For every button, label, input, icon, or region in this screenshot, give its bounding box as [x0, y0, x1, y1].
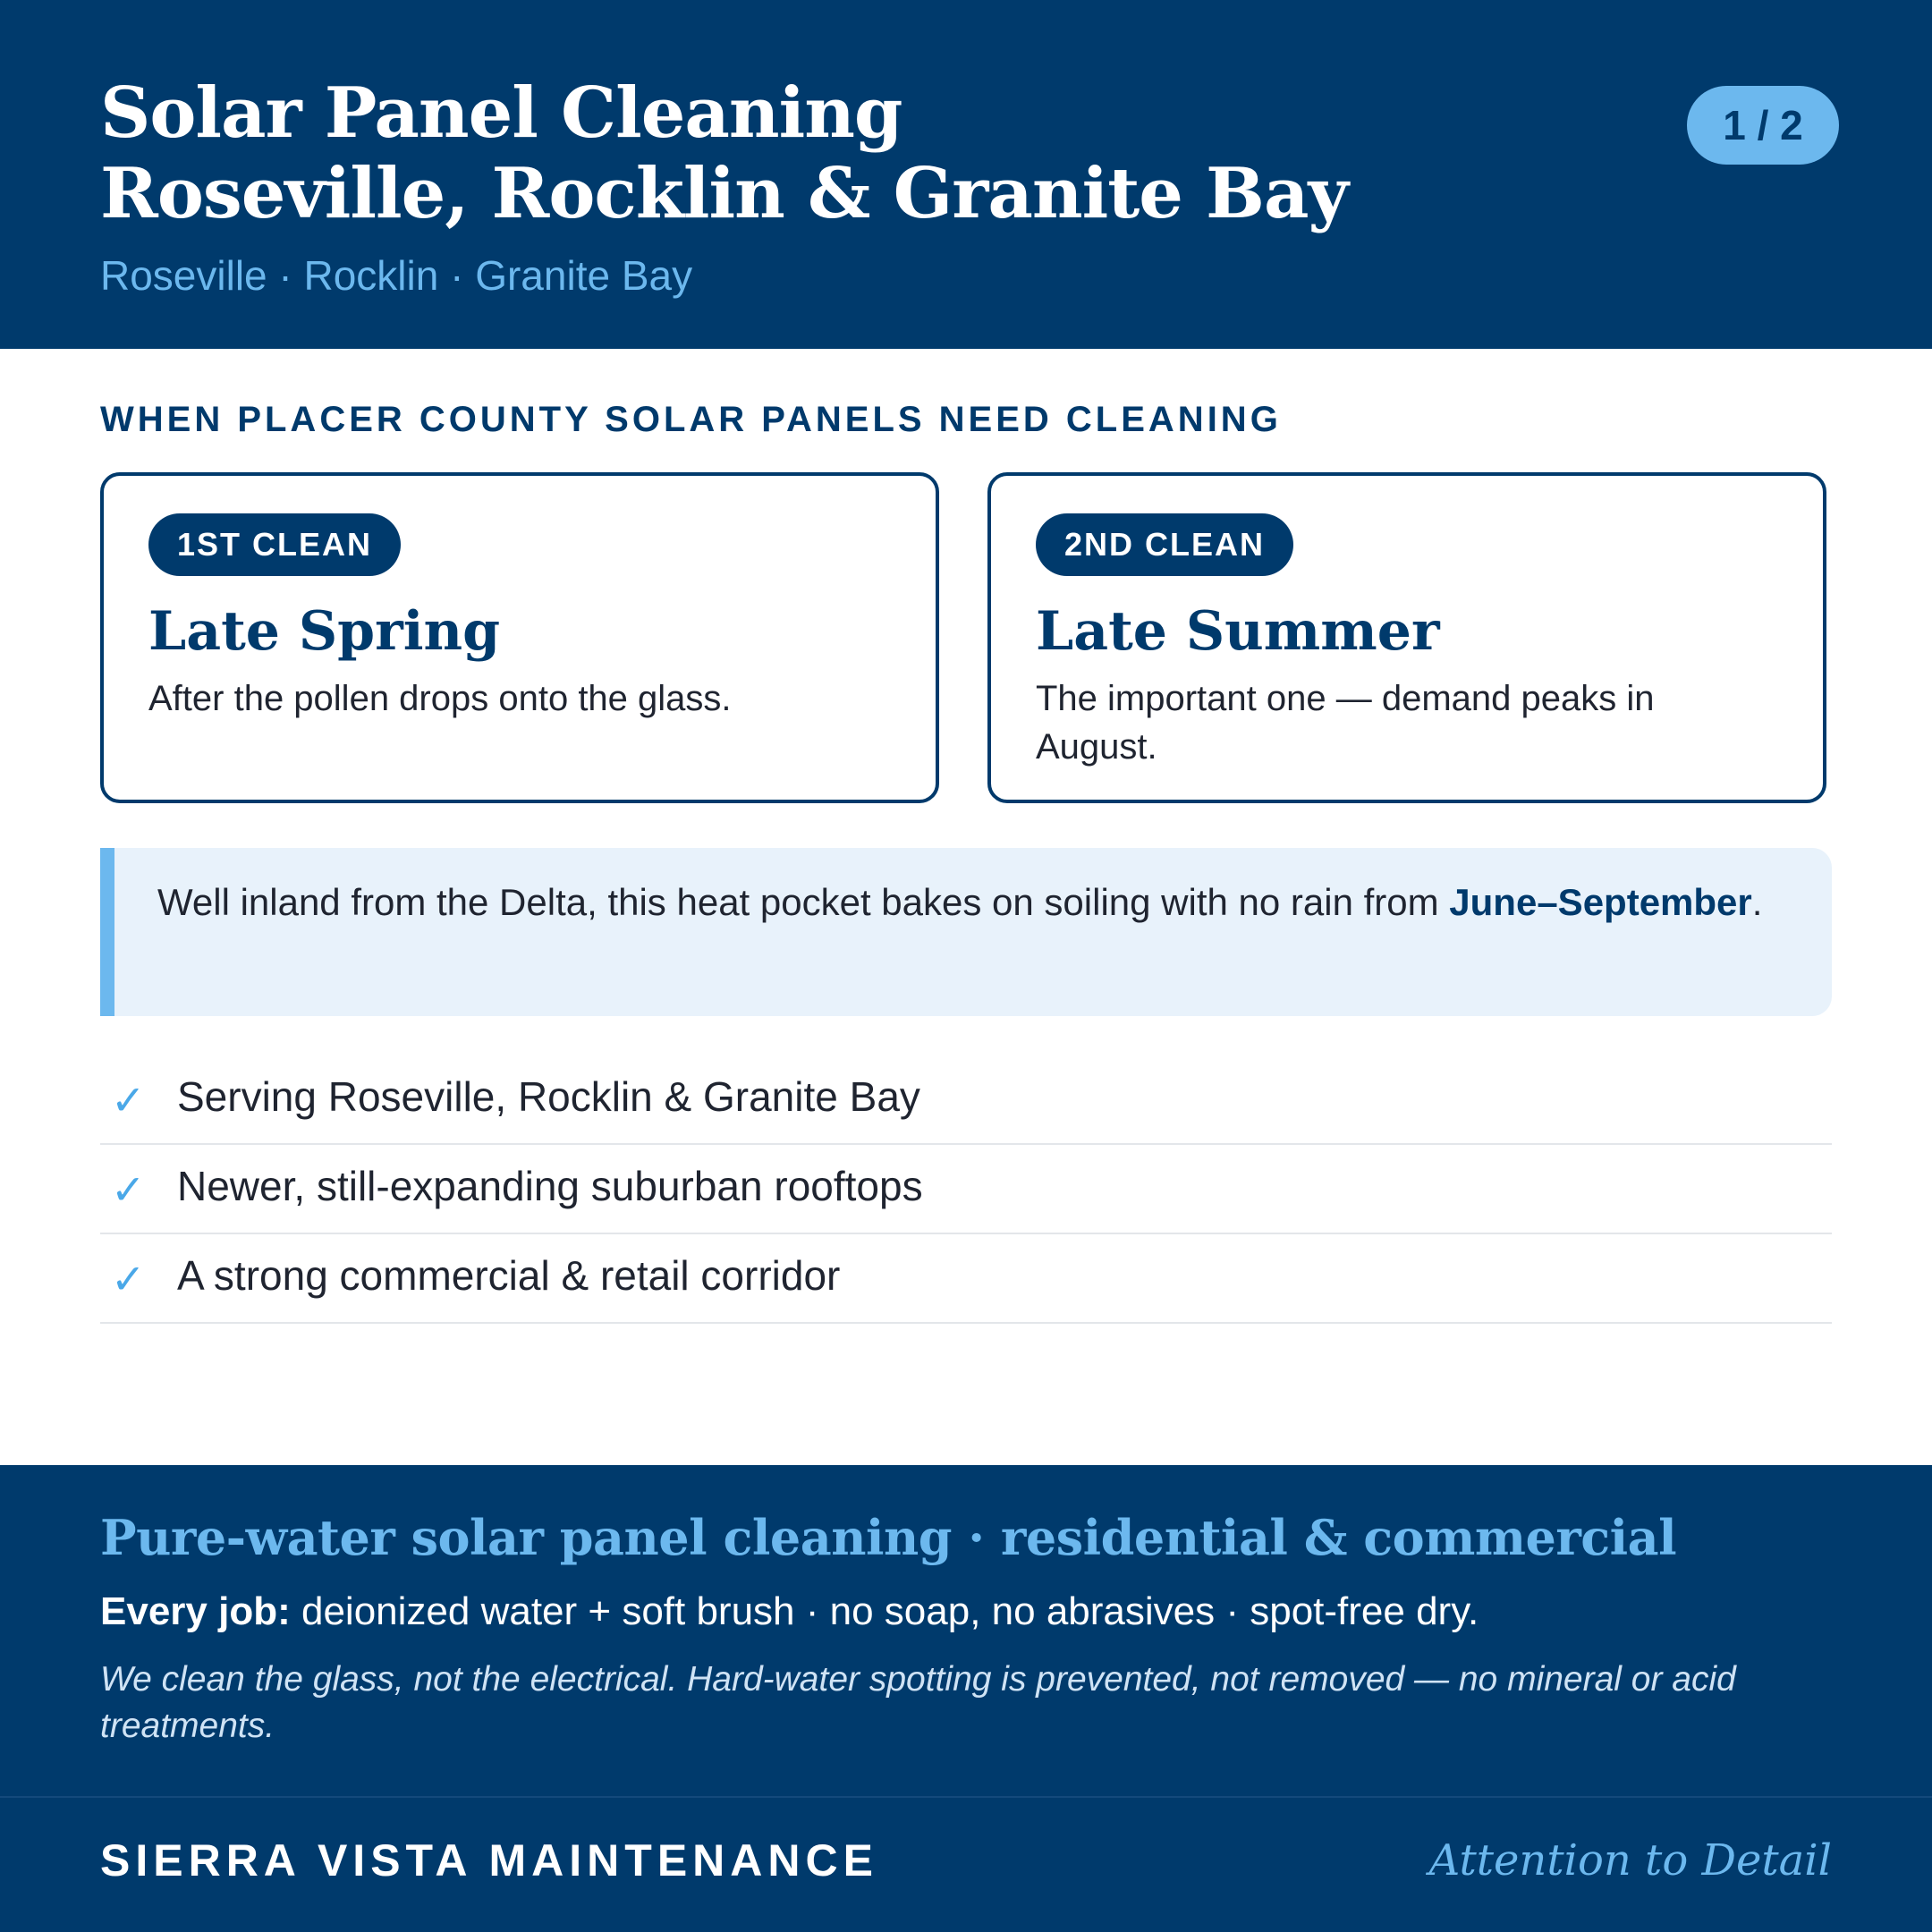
- list-item-text: Serving Roseville, Rocklin & Granite Bay: [177, 1073, 920, 1120]
- checkmark-icon: ✓: [111, 1166, 146, 1213]
- footer-headline: Pure-water solar panel cleaning · residential & commercial: [100, 1509, 1677, 1566]
- footer-divider: [0, 1796, 1932, 1798]
- card-description: After the pollen drops onto the glass.: [148, 679, 732, 718]
- title-line-1: Solar Panel Cleaning: [100, 72, 902, 154]
- list-item-text: Newer, still-expanding suburban rooftops: [177, 1163, 923, 1209]
- title-line-2: Roseville, Rocklin & Granite Bay: [100, 153, 1348, 234]
- card-pill: 2ND CLEAN: [1036, 513, 1293, 576]
- list-item: [100, 1055, 1832, 1145]
- climate-callout: [100, 848, 1832, 1016]
- first-clean-card: [100, 472, 939, 803]
- cities-subtitle: Roseville · Rocklin · Granite Bay: [100, 252, 693, 299]
- card-title: Late Summer: [1036, 600, 1440, 663]
- header: [0, 0, 1932, 349]
- brand-name: SIERRA VISTA MAINTENANCE: [100, 1835, 878, 1885]
- card-pill: 1ST CLEAN: [148, 513, 401, 576]
- process-text: deionized water + soft brush · no soap, no abrasives · spot-free dry.: [290, 1589, 1479, 1633]
- feature-checklist: [100, 1055, 1832, 1324]
- section-heading: WHEN PLACER COUNTY SOLAR PANELS NEED CLEANING: [100, 400, 1282, 439]
- brand-tagline: Attention to Detail: [1428, 1835, 1832, 1885]
- checkmark-icon: ✓: [111, 1256, 146, 1302]
- disclaimer-note: We clean the glass, not the electrical. Hard-water spotting is prevented, not removed — no mineral or acid treatments.: [100, 1660, 1736, 1745]
- page-title: [100, 73, 1348, 234]
- callout-body: Well inland from the Delta, this heat pocket bakes on soiling with no rain from: [157, 881, 1450, 923]
- second-clean-card: [987, 472, 1826, 803]
- checkmark-icon: ✓: [111, 1077, 146, 1123]
- card-description: The important one — demand peaks in August.: [1036, 679, 1655, 767]
- process-line: [100, 1587, 1479, 1637]
- process-label: Every job:: [100, 1589, 291, 1633]
- list-item-text: A strong commercial & retail corridor: [177, 1252, 841, 1299]
- page-indicator-badge: 1 / 2: [1687, 86, 1839, 165]
- callout-text: [157, 877, 1767, 928]
- card-title: Late Spring: [148, 600, 501, 663]
- callout-highlight: June–September: [1449, 881, 1752, 923]
- list-item: [100, 1234, 1832, 1324]
- callout-end: .: [1751, 881, 1763, 923]
- footer: [0, 1465, 1932, 1932]
- list-item: [100, 1145, 1832, 1234]
